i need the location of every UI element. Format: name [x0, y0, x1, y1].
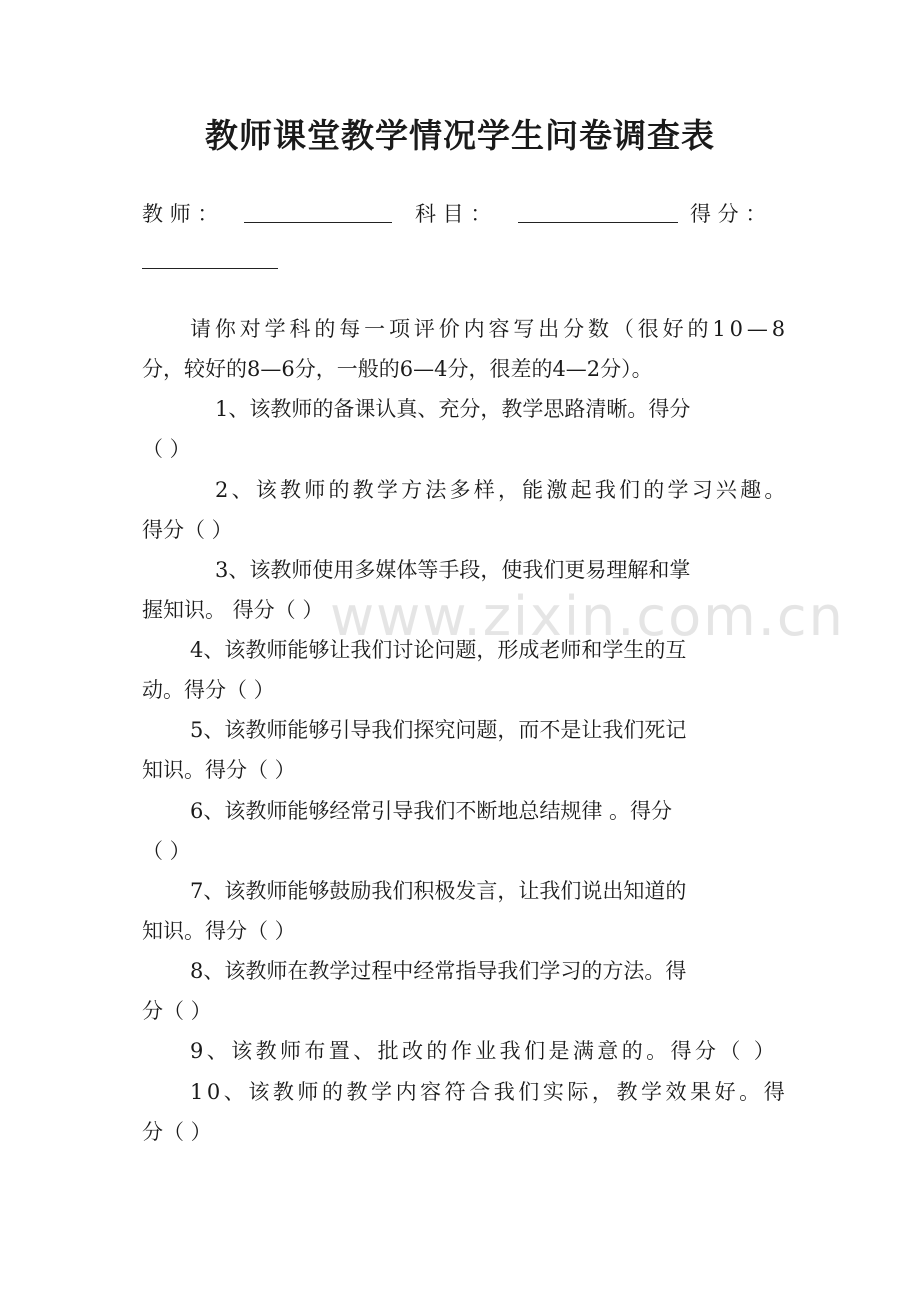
question-10-line-2: 分（ ）	[142, 1120, 212, 1144]
question-4-line-2: 动。得分（ ）	[142, 678, 275, 702]
question-6-line-1: 6、该教师能够经常引导我们不断地总结规律 。得分	[190, 799, 673, 823]
question-8-line-2: 分（ ）	[142, 999, 212, 1023]
watermark: www.zixin.com.cn	[330, 585, 845, 648]
question-5-line-1: 5、该教师能够引导我们探究问题，而不是让我们死记	[190, 718, 687, 742]
question-10-line-1: 10、该教师的教学内容符合我们实际，教学效果好。得	[190, 1080, 789, 1104]
score-label: 得 分 ：	[690, 202, 767, 226]
instruction-line-1: 请你对学科的每一项评价内容写出分数（很好的10—8	[190, 317, 789, 341]
question-4-line-1: 4、该教师能够让我们讨论问题，形成老师和学生的互	[190, 638, 687, 662]
question-1-line-2: （ ）	[142, 437, 191, 461]
question-9-line-1: 9、该教师布置、批改的作业我们是满意的。得分（ ）	[190, 1039, 779, 1063]
question-7-line-2: 知识。得分（ ）	[142, 919, 296, 943]
teacher-label: 教 师 ：	[142, 202, 219, 226]
question-5-line-2: 知识。得分（ ）	[142, 758, 296, 782]
teacher-blank[interactable]	[244, 222, 392, 223]
instruction-line-2: 分，较好的8—6分，一般的6—4分，很差的4—2分）。	[142, 357, 653, 381]
question-7-line-1: 7、该教师能够鼓励我们积极发言，让我们说出知道的	[190, 879, 687, 903]
question-2-line-1: 2、该教师的教学方法多样，能激起我们的学习兴趣。	[215, 478, 789, 502]
page-title: 教师课堂教学情况学生问卷调查表	[205, 116, 715, 155]
score-blank[interactable]	[142, 268, 278, 269]
question-2-line-2: 得分（ ）	[142, 518, 233, 542]
question-8-line-1: 8、该教师在教学过程中经常指导我们学习的方法。得	[190, 959, 687, 983]
question-3-line-2: 握知识。 得分（ ）	[142, 598, 324, 622]
question-1-line-1: 1、该教师的备课认真、充分，教学思路清晰。得分	[215, 397, 691, 421]
subject-label: 科 目 ：	[415, 202, 492, 226]
question-6-line-2: （ ）	[142, 839, 191, 863]
question-3-line-1: 3、该教师使用多媒体等手段，使我们更易理解和掌	[215, 558, 691, 582]
subject-blank[interactable]	[518, 222, 678, 223]
